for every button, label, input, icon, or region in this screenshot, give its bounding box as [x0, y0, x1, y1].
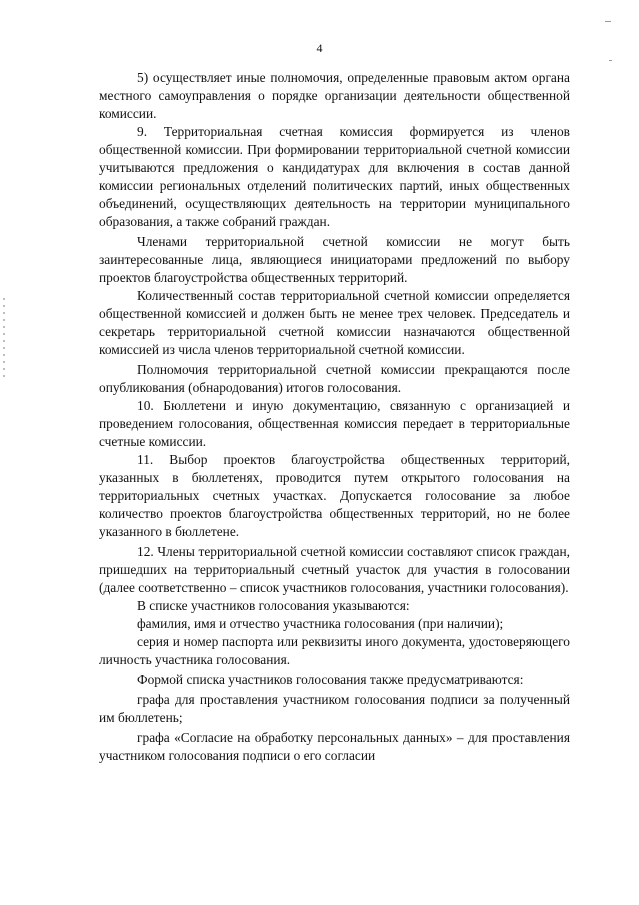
- paragraph: Формой списка участников голосования также предусматриваются:: [137, 672, 524, 687]
- paragraph: графа «Согласие на обработку персональных данных» – для проставления участником голосования подписи о его согласии: [99, 730, 570, 763]
- scan-mark: [609, 60, 612, 61]
- page-number: 4: [316, 41, 323, 55]
- paragraph: Полномочия территориальной счетной комиссии прекращаются после опубликования (обнародования) итогов голосования.: [99, 362, 570, 395]
- paragraph: 10. Бюллетени и иную документацию, связанную с организацией и проведением голосования, общественная комиссия передает в территориальные счетные комиссии.: [99, 398, 570, 449]
- paragraph: В списке участников голосования указываются:: [137, 598, 410, 613]
- scan-margin-ticks: [3, 298, 5, 378]
- paragraph: 5) осуществляет иные полномочия, определенные правовым актом органа местного самоуправления о порядке организации деятельности общественной комиссии.: [99, 70, 570, 121]
- paragraph: 12. Члены территориальной счетной комиссии составляют список граждан, пришедших на территориальный счетный участок для участия в голосовании (далее соответственно – список участников голосования, участники голосования).: [99, 544, 570, 595]
- paragraph: 9. Территориальная счетная комиссия формируется из членов общественной комиссии. При формировании территориальной счетной комиссии учитываются предложения о кандидатурах для включения в состав данной комиссии региональных отделений политических партий, иных общественных объединений, осуществляющих деятельность на территории муниципального образования, а также собраний граждан.: [99, 124, 570, 229]
- paragraph: серия и номер паспорта или реквизиты иного документа, удостоверяющего личность участника голосования.: [99, 634, 570, 667]
- paragraph: Количественный состав территориальной счетной комиссии определяется общественной комиссией и должен быть не менее трех человек. Председатель и секретарь территориальной счетной комиссии назначаются общественной комиссией из числа членов территориальной счетной комиссии.: [99, 288, 570, 357]
- paragraph: Членами территориальной счетной комиссии не могут быть заинтересованные лица, являющиеся инициаторами предложений по выбору проектов благоустройства общественных территорий.: [99, 234, 570, 285]
- paragraph: 11. Выбор проектов благоустройства общественных территорий, указанных в бюллетенях, проводится путем открытого голосования на территориальных счетных участках. Допускается голосование за любое количество проектов благоустройства общественных территорий, но не более указанного в бюллетене.: [99, 452, 570, 539]
- document-body: [99, 69, 570, 765]
- paragraph: фамилия, имя и отчество участника голосования (при наличии);: [137, 616, 504, 631]
- paragraph: графа для проставления участником голосования подписи за полученный им бюллетень;: [99, 692, 570, 725]
- scan-mark: [605, 21, 611, 22]
